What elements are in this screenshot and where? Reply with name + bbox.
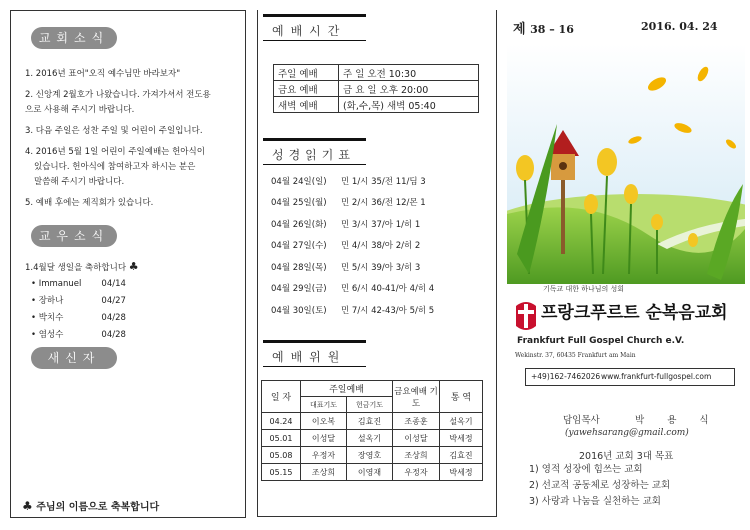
worship-table: [273, 64, 479, 113]
staff-cell: 설옥기: [347, 430, 393, 447]
news-line: 4. 2016년 5월 1일 어린이 주일예배는 헌아식이: [25, 147, 205, 157]
staff-header-interp: 통 역: [440, 381, 483, 413]
staff-cell: 김효진: [347, 413, 393, 430]
worship-name: 새벽 예배: [274, 97, 339, 113]
table-row: [270, 299, 435, 321]
church-tagline: 기독교 대한 하나님의 성회: [543, 285, 625, 293]
staff-cell: 04.24: [262, 413, 301, 430]
list-item: [31, 327, 126, 343]
bible-date: 04월 27일(수): [271, 241, 327, 252]
birdhouse-hole: [559, 162, 567, 170]
staff-cell: 박세정: [440, 430, 483, 447]
table-row: [270, 235, 435, 257]
staff-header-sunday: 주일예배: [301, 381, 393, 397]
newcomer-title: 새신자: [31, 347, 117, 369]
news-line: 으로 사용해 주시기 바랍니다.: [25, 105, 135, 115]
church-name-korean: 프랑크푸르트 순복음교회: [541, 303, 728, 323]
birthday-heading: [25, 259, 139, 276]
staff-cell: 조상희: [301, 464, 347, 481]
table-row: [270, 170, 435, 192]
worship-time: (화,수,목) 새벽 05:40: [339, 97, 479, 113]
staff-cell: 이오복: [301, 413, 347, 430]
church-name-english: Frankfurt Full Gospel Church e.V.: [517, 336, 685, 346]
staff-title: 예배위원: [272, 350, 347, 364]
bible-reading: 민 7/시 42-43/아 5/히 5: [341, 305, 435, 316]
birthday-heading-text: 1.4월달 생일을 축하합니다: [25, 263, 127, 273]
birthday-list: [31, 276, 126, 343]
divider: [263, 14, 366, 17]
staff-cell: 설옥기: [440, 413, 483, 430]
list-item: [31, 310, 126, 326]
staff-header-offering: 헌금기도: [347, 397, 393, 413]
worship-time: 주 일 오전 10:30: [339, 65, 479, 81]
list-item: [31, 293, 126, 309]
bible-reading: 민 4/시 38/아 2/히 2: [341, 241, 421, 252]
footer-text: 주님의 이름으로 축복합니다: [36, 502, 160, 513]
staff-cell: 장영호: [347, 447, 393, 464]
bible-reading: 민 3/시 37/아 1/히 1: [341, 219, 421, 230]
phone: +49)162-7462026: [531, 372, 601, 381]
birthday-name: Immanuel: [38, 279, 82, 289]
bible-date: 04월 30일(토): [271, 305, 327, 316]
middle-panel: [257, 10, 497, 517]
bible-reading: 민 6/시 40-41/아 4/히 4: [341, 284, 435, 295]
footer-blessing: [22, 498, 159, 513]
bible-date: 04월 25일(월): [271, 198, 327, 209]
staff-header-date: 일 자: [262, 381, 301, 413]
issue-date: 2016. 04. 24: [641, 20, 718, 33]
staff-cell: 05.01: [262, 430, 301, 447]
right-panel: [505, 10, 745, 516]
table-row: [262, 413, 483, 430]
website-link[interactable]: www.frankfurt-fullgospel.com: [601, 372, 712, 381]
birthday-name: 장하나: [38, 296, 64, 306]
table-row: [274, 65, 479, 81]
staff-cell: 이성달: [393, 430, 440, 447]
news-list: [25, 67, 241, 211]
goal-item: 3) 사랑과 나눔을 실천하는 교회: [529, 496, 661, 507]
staff-cell: 조상희: [393, 447, 440, 464]
staff-cell: 이성달: [301, 430, 347, 447]
church-logo-icon: [513, 294, 539, 334]
news-line: 3. 다음 주일은 성찬 주일 및 어린이 주일입니다.: [25, 126, 203, 136]
issue-value: 38 – 16: [530, 23, 574, 36]
worship-title: 예배시간: [272, 24, 347, 38]
divider: [263, 366, 366, 367]
table-row: [270, 278, 435, 300]
list-item: [31, 276, 126, 292]
bullet-icon: •: [31, 279, 37, 289]
bible-table: [270, 170, 435, 321]
table-row: [270, 213, 435, 235]
birthday-date: 04/28: [101, 313, 126, 323]
bullet-icon: •: [31, 296, 37, 306]
divider: [263, 40, 366, 41]
bullet-icon: •: [31, 330, 37, 340]
divider: [263, 164, 366, 165]
birthday-date: 04/28: [101, 330, 126, 340]
club-icon: ♣: [128, 260, 139, 273]
news-line: 2. 신앙계 2월호가 나왔습니다. 가져가셔서 전도용: [25, 90, 211, 100]
news-line: 5. 예배 후에는 제직회가 있습니다.: [25, 198, 154, 208]
bible-reading: 민 2/시 36/전 12/몬 1: [341, 198, 426, 209]
staff-table: [261, 380, 483, 481]
staff-header-friday: 금요예배 기도: [393, 381, 440, 413]
table-row: [270, 256, 435, 278]
staff-cell: 우정자: [301, 447, 347, 464]
goal-item: 2) 선교적 공동체로 성장하는 교회: [529, 480, 671, 491]
table-row: [274, 81, 479, 97]
bible-reading: 민 1/시 35/전 11/딤 3: [341, 176, 426, 187]
staff-cell: 우정자: [393, 464, 440, 481]
goal-item: 1) 영적 성장에 힘쓰는 교회: [529, 464, 643, 475]
pastor-name: 박 용 식: [635, 415, 719, 426]
church-address: Wekinstr. 37, 60435 Frankfurt am Main: [515, 352, 636, 359]
pastor-email[interactable]: (yawehsarang@gmail.com): [565, 428, 689, 438]
staff-cell: 05.15: [262, 464, 301, 481]
table-row: [262, 381, 483, 397]
news-line: 말씀해 주시기 바랍니다.: [34, 177, 125, 187]
staff-cell: 조종훈: [393, 413, 440, 430]
table-row: [262, 430, 483, 447]
bible-reading: 민 5/시 39/아 3/히 3: [341, 262, 421, 273]
table-row: [262, 447, 483, 464]
bullet-icon: •: [31, 313, 37, 323]
birthday-date: 04/14: [101, 279, 126, 289]
club-icon: ♣: [22, 499, 33, 513]
staff-cell: 이영재: [347, 464, 393, 481]
staff-cell: 박세정: [440, 464, 483, 481]
table-row: [262, 464, 483, 481]
bible-date: 04월 26일(화): [271, 219, 327, 230]
birthday-date: 04/27: [101, 296, 126, 306]
goals-list: [529, 462, 670, 510]
issue-label: 제: [513, 22, 526, 37]
table-row: [270, 192, 435, 214]
birthday-name: 박치수: [38, 313, 64, 323]
left-panel: [10, 10, 246, 518]
worship-name: 주일 예배: [274, 65, 339, 81]
staff-cell: 05.08: [262, 447, 301, 464]
news-line: 있습니다. 헌아식에 참여하고자 하시는 분은: [34, 162, 196, 172]
staff-header-lead: 대표기도: [301, 397, 347, 413]
divider: [263, 340, 366, 343]
staff-cell: 김효진: [440, 447, 483, 464]
table-row: [274, 97, 479, 113]
bible-date: 04월 24일(일): [271, 176, 327, 187]
pastor-label: 담임목사: [563, 415, 600, 426]
worship-name: 금요 예배: [274, 81, 339, 97]
bible-date: 04월 28일(목): [271, 262, 327, 273]
issue-number: [513, 18, 574, 37]
news-line: 1. 2016년 표어"오직 예수님만 바라보자": [25, 69, 181, 79]
bible-date: 04월 29일(금): [271, 284, 327, 295]
goals-title: 2016년 교회 3대 목표: [579, 451, 674, 462]
birthday-name: 염성수: [38, 330, 64, 340]
spring-illustration: [507, 44, 745, 284]
news-title: 교회소식: [31, 27, 117, 49]
divider: [263, 138, 366, 141]
bible-title: 성경읽기표: [272, 148, 355, 162]
members-title: 교우소식: [31, 225, 117, 247]
worship-time: 금 요 일 오후 20:00: [339, 81, 479, 97]
